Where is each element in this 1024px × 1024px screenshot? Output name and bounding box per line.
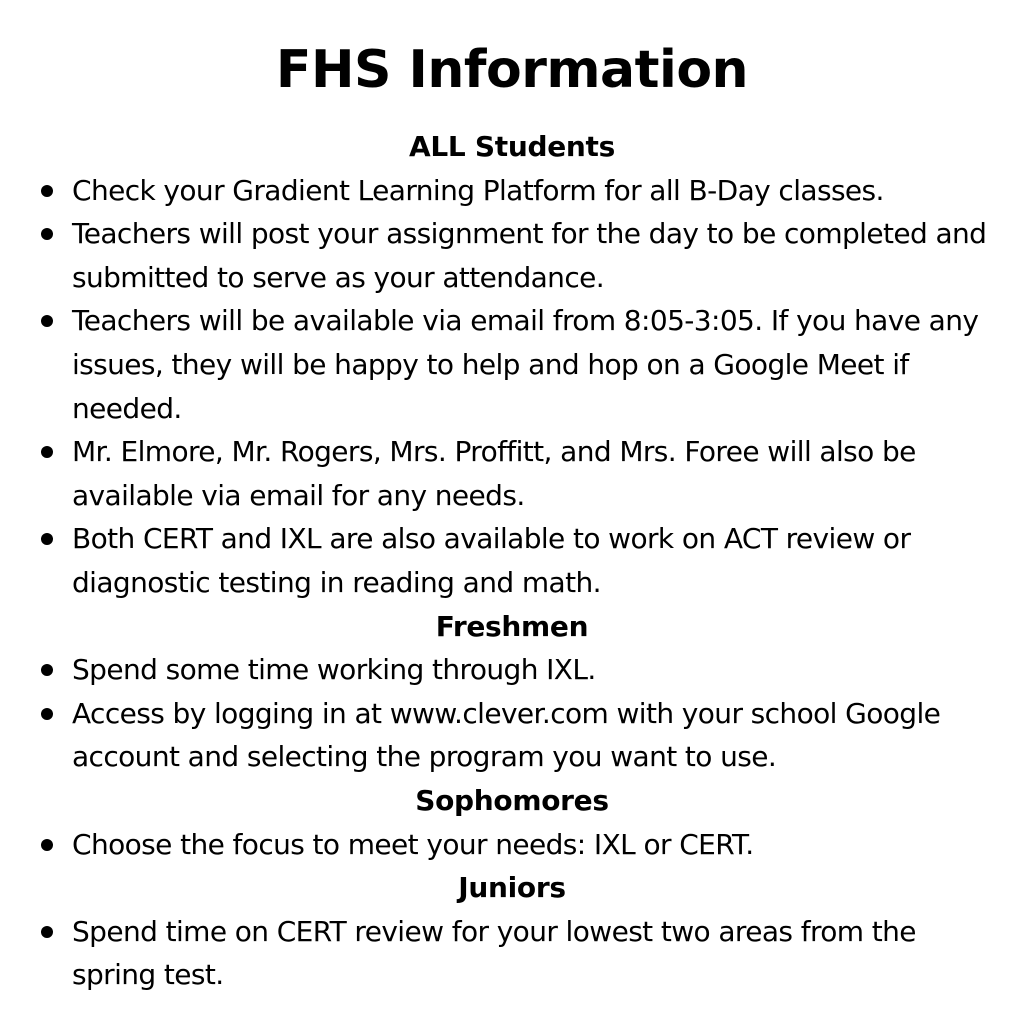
- section-all-students: [0, 125, 1024, 605]
- list-item-text: Spend time on CERT review for your lowest two areas from the spring test.: [72, 914, 916, 992]
- bullet-icon: [41, 926, 53, 938]
- list-item-text: Both CERT and IXL are also available to work on ACT review or diagnostic testing in reading and math.: [72, 522, 911, 599]
- list-item-text: Mr. Elmore, Mr. Rogers, Mrs. Proffitt, and Mrs. Foree will also be available via email for any needs.: [72, 435, 916, 512]
- section-heading: Freshmen: [435, 609, 589, 643]
- content: [0, 125, 1024, 997]
- list-item-text: Choose the focus to meet your needs: IXL or CERT.: [72, 827, 754, 861]
- section-freshmen: [0, 605, 1024, 779]
- list-item: [0, 299, 1024, 430]
- list-item: [0, 648, 1024, 692]
- page-title: FHS Information: [275, 40, 749, 100]
- list-item: [0, 212, 1024, 299]
- list-item: [0, 169, 1024, 213]
- bullet-list: [0, 823, 1024, 867]
- section-heading: ALL Students: [408, 130, 615, 163]
- section-heading: Juniors: [458, 871, 566, 905]
- bullet-icon: [41, 185, 53, 197]
- bullet-icon: [41, 708, 53, 720]
- bullet-list: [0, 910, 1024, 997]
- bullet-icon: [41, 446, 53, 458]
- bullet-icon: [41, 228, 53, 240]
- section-juniors: [0, 866, 1024, 997]
- section-sophomores: [0, 779, 1024, 866]
- bullet-icon: [41, 664, 53, 676]
- list-item: [0, 430, 1024, 517]
- section-heading: Sophomores: [415, 783, 609, 817]
- list-item: [0, 910, 1024, 997]
- bullet-icon: [41, 839, 53, 851]
- list-item: [0, 517, 1024, 604]
- list-item: [0, 823, 1024, 867]
- bullet-icon: [41, 533, 53, 545]
- bullet-list: [0, 648, 1024, 779]
- list-item-text: Teachers will post your assignment for the day to be completed and submitted to serve as your attendance.: [72, 217, 987, 294]
- bullet-icon: [41, 315, 53, 327]
- list-item: [0, 692, 1024, 779]
- list-item-text: Access by logging in at www.clever.com with your school Google account and selecting the program you want to use.: [72, 696, 941, 774]
- list-item-text: Check your Gradient Learning Platform for all B-Day classes.: [72, 173, 884, 207]
- bullet-list: [0, 169, 1024, 605]
- list-item-text: Spend some time working through IXL.: [72, 653, 596, 687]
- list-item-text: Teachers will be available via email from 8:05-3:05. If you have any issues, they will be happy to help and hop on a Google Meet if needed.: [72, 304, 979, 425]
